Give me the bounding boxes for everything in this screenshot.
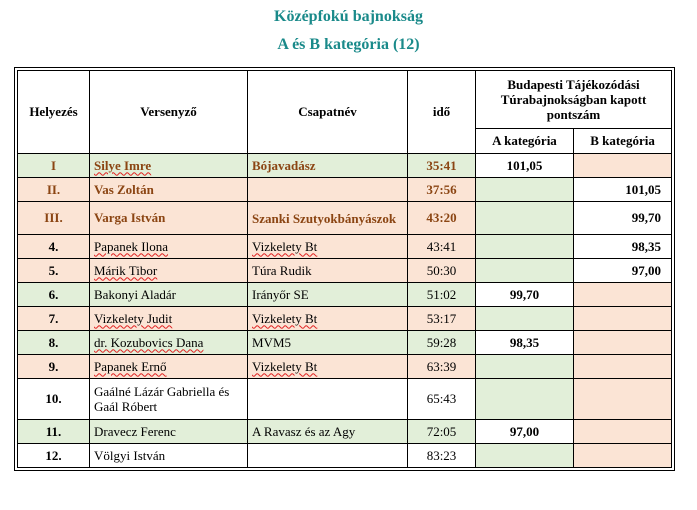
points-a-cell: 101,05 <box>476 154 574 178</box>
time-cell: 53:17 <box>408 307 476 331</box>
points-b-cell <box>574 154 672 178</box>
points-a-cell <box>476 355 574 379</box>
points-b-cell <box>574 307 672 331</box>
time-cell: 51:02 <box>408 283 476 307</box>
points-b-cell <box>574 355 672 379</box>
table-row <box>18 178 672 202</box>
team-name: Vizkelety Bt <box>252 358 318 374</box>
competitor-cell <box>90 307 248 331</box>
points-b-cell: 98,35 <box>574 235 672 259</box>
table-row <box>18 202 672 235</box>
header-competitor: Versenyző <box>90 71 248 154</box>
points-a-cell <box>476 259 574 283</box>
competitor-cell <box>90 259 248 283</box>
competitor-cell <box>90 154 248 178</box>
points-a-cell: 98,35 <box>476 331 574 355</box>
team-cell: Irányőr SE <box>248 283 408 307</box>
team-name: Vizkelety Bt <box>252 310 318 326</box>
page-title: Középfokú bajnokság <box>274 8 423 25</box>
place-cell: III. <box>18 202 90 235</box>
time-cell: 59:28 <box>408 331 476 355</box>
time-cell: 43:20 <box>408 202 476 235</box>
team-cell <box>248 444 408 468</box>
time-cell: 63:39 <box>408 355 476 379</box>
table-row <box>18 259 672 283</box>
points-b-cell: 99,70 <box>574 202 672 235</box>
header-cat-b: B kategória <box>574 128 672 153</box>
points-b-cell: 97,00 <box>574 259 672 283</box>
header-time: idő <box>408 71 476 154</box>
place-cell: 6. <box>18 283 90 307</box>
place-cell: 11. <box>18 420 90 444</box>
time-cell: 83:23 <box>408 444 476 468</box>
competitor-cell <box>90 235 248 259</box>
table-row <box>18 355 672 379</box>
competitor-name: dr. Kozubovics Dana <box>94 334 204 350</box>
competitor-name: Papanek Ernő <box>94 358 167 374</box>
team-cell: Túra Rudik <box>248 259 408 283</box>
team-cell <box>248 307 408 331</box>
points-a-cell <box>476 235 574 259</box>
points-a-cell <box>476 307 574 331</box>
header-place: Helyezés <box>18 71 90 154</box>
competitor-cell <box>90 331 248 355</box>
place-cell: 7. <box>18 307 90 331</box>
points-b-cell <box>574 283 672 307</box>
place-cell: II. <box>18 178 90 202</box>
time-cell: 50:30 <box>408 259 476 283</box>
time-cell: 72:05 <box>408 420 476 444</box>
header-team: Csapatnév <box>248 71 408 154</box>
time-cell: 35:41 <box>408 154 476 178</box>
table-row <box>18 283 672 307</box>
table-row <box>18 154 672 178</box>
team-cell: Szanki Szutyokbányászok <box>248 202 408 235</box>
competitor-cell: Gaálné Lázár Gabriella és Gaál Róbert <box>90 379 248 420</box>
team-cell <box>248 355 408 379</box>
points-a-cell <box>476 178 574 202</box>
competitor-cell: Vas Zoltán <box>90 178 248 202</box>
points-a-cell <box>476 444 574 468</box>
table-row <box>18 444 672 468</box>
points-b-cell <box>574 420 672 444</box>
team-cell: A Ravasz és az Agy <box>248 420 408 444</box>
competitor-cell: Bakonyi Aladár <box>90 283 248 307</box>
team-cell: MVM5 <box>248 331 408 355</box>
place-cell: 12. <box>18 444 90 468</box>
table-row <box>18 307 672 331</box>
team-cell <box>248 379 408 420</box>
place-cell: 5. <box>18 259 90 283</box>
competitor-name: Márik Tibor <box>94 262 158 278</box>
competitor-cell: Völgyi István <box>90 444 248 468</box>
competitor-name: Vizkelety Judit <box>94 310 173 326</box>
place-cell: 10. <box>18 379 90 420</box>
competitor-name: Papanek Ilona <box>94 238 169 254</box>
place-cell: 8. <box>18 331 90 355</box>
points-a-cell <box>476 202 574 235</box>
header-points: Budapesti Tájékozódási Túrabajnokságban kapott pontszám <box>476 71 672 129</box>
time-cell: 37:56 <box>408 178 476 202</box>
competitor-name: Silye Imre <box>94 157 152 173</box>
points-a-cell: 97,00 <box>476 420 574 444</box>
team-cell <box>248 178 408 202</box>
points-b-cell <box>574 331 672 355</box>
competitor-cell: Dravecz Ferenc <box>90 420 248 444</box>
points-b-cell <box>574 444 672 468</box>
points-b-cell <box>574 379 672 420</box>
competitor-cell <box>90 355 248 379</box>
team-cell: Bójavadász <box>248 154 408 178</box>
table-row <box>18 420 672 444</box>
table-row <box>18 235 672 259</box>
place-cell: 4. <box>18 235 90 259</box>
table-row <box>18 379 672 420</box>
competitor-cell: Varga István <box>90 202 248 235</box>
time-cell: 65:43 <box>408 379 476 420</box>
page-subtitle: A és B kategória (12) <box>277 36 420 53</box>
points-a-cell: 99,70 <box>476 283 574 307</box>
place-cell: I <box>18 154 90 178</box>
team-cell <box>248 235 408 259</box>
results-table <box>17 70 672 468</box>
points-a-cell <box>476 379 574 420</box>
points-b-cell: 101,05 <box>574 178 672 202</box>
table-row <box>18 331 672 355</box>
place-cell: 9. <box>18 355 90 379</box>
time-cell: 43:41 <box>408 235 476 259</box>
header-cat-a: A kategória <box>476 128 574 153</box>
team-name: Vizkelety Bt <box>252 238 318 254</box>
